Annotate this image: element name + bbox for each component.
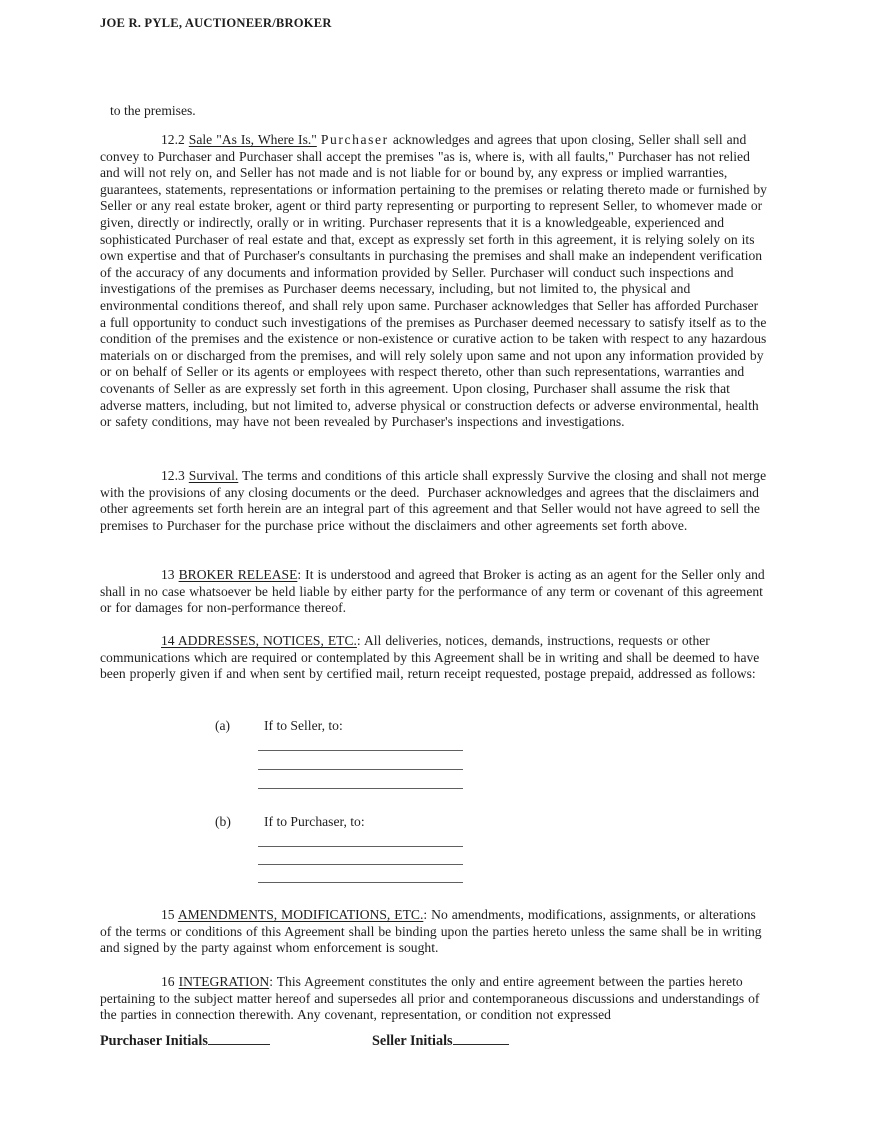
purchaser-address-blank-line-3 [258,882,463,883]
address-item-b-text: If to Purchaser, to: [264,814,365,829]
section-16-body: : This Agreement constitutes the only and entire agreement between the parties hereto pertaining to the subject matter hereof and supersedes all prior and contemporaneous discussions and understandings of the parties in connection therewith. Any covenant, representation, or condition not expressed [100,974,760,1023]
section-13-body: : It is understood and agreed that Broker is acting as an agent for the Seller only and shall in no case whatsoever be held liable by either party for the performance of any term or covenant of this agreement or for damages for non-performance thereof. [100,567,765,616]
purchaser-address-blank-line-1 [258,846,463,847]
section-12-2-number: 12.2 [161,132,185,147]
section-16-number: 16 [161,974,175,989]
section-13 [100,567,768,617]
purchaser-initials-label: Purchaser Initials [100,1033,208,1049]
section-16-title: INTEGRATION [178,974,270,989]
seller-initials-field [372,1031,509,1050]
section-12-3-title: Survival. [188,468,239,483]
purchaser-initials-blank-line [208,1031,270,1045]
section-12-3 [100,468,768,534]
section-14 [100,633,768,683]
address-item-a-text: If to Seller, to: [264,718,343,733]
section-13-title: BROKER RELEASE [178,567,298,582]
seller-initials-blank-line [453,1031,509,1045]
address-item-b-label: (b) [215,814,231,829]
carryover-text: to the premises. [110,103,196,118]
section-12-2-body: acknowledges and agrees that upon closing, Seller shall sell and convey to Purchaser and Purchaser shall accept the premises "as is, where is, with all faults," Purchaser has not relied and will not rely on, and Seller has not made and is not liable for or bound by, any express or implied warranties, guarantees, statements, representations or information pertaining to the premises or relating thereto made or furnished by Seller or any real estate broker, agent or third party representing or purporting to represent Seller, to whomever made or given, directly or indirectly, orally or in writing. Purchaser represents that it is a knowledgeable, experienced and sophisticated Purchaser of real estate and that, except as expressly set forth in this agreement, it is relying solely on its own expertise and that of Purchaser's consultants in purchasing the premises and shall make an independent verification of the accuracy of any documents and information provided by Seller. Purchaser will conduct such inspections and investigations of the premises as Purchaser deems necessary, including, but not limited to, the physical and environmental conditions thereof, and shall rely upon same. Purchaser acknowledges that Seller has afforded Purchaser a full opportunity to conduct such investigations of the premises as Purchaser deemed necessary to satisfy itself as to the condition of the premises and the existence or non-existence or curative action to be taken with respect to any hazardous materials on or discharged from the premises, and will rely solely upon same and not upon any information provided by or on behalf of Seller or its agents or employees with respect thereto, other than such representations, warranties and covenants of Seller as are expressly set forth in this agreement. Upon closing, Purchaser shall assume the risk that adverse matters, including, but not limited to, adverse physical or construction defects or adverse environmental, health or safety conditions, may have not been revealed by Purchaser's inspections and investigations. [100,132,767,430]
purchaser-initials-field [100,1031,270,1050]
section-15-number: 15 [161,907,175,922]
seller-address-blank-line-1 [258,750,463,751]
section-14-body: : All deliveries, notices, demands, instructions, requests or other communications which are required or contemplated by this Agreement shall be in writing and shall be deemed to have been properly given if and when sent by certified mail, return receipt requested, postage prepaid, addressed as follows: [100,633,760,682]
section-14-title: 14 ADDRESSES, NOTICES, ETC. [161,633,357,648]
section-13-number: 13 [161,567,175,582]
section-12-2 [100,132,768,431]
section-15 [100,907,768,957]
seller-address-blank-line-2 [258,769,463,770]
seller-initials-label: Seller Initials [372,1033,453,1049]
section-12-3-number: 12.3 [161,468,185,483]
section-15-body: : No amendments, modifications, assignments, or alterations of the terms or conditions of this Agreement shall be binding upon the parties hereto unless the same shall be in writing and signed by the party against whom enforcement is sought. [100,907,762,956]
section-12-2-title: Sale "As Is, Where Is." [188,132,317,147]
page-header-title: JOE R. PYLE, AUCTIONEER/BROKER [100,16,332,30]
purchaser-address-blank-line-2 [258,864,463,865]
address-item-a-label: (a) [215,718,231,733]
section-12-3-body: The terms and conditions of this article shall expressly Survive the closing and shall not merge with the provisions of any closing documents or the deed. Purchaser acknowledges and agrees that the disclaimers and other agreements set forth herein are an integral part of this agreement and that Seller would not have agreed to sell the premises to Purchaser for the purchase price without the disclaimers and other agreements set forth above. [100,468,767,533]
section-15-title: AMENDMENTS, MODIFICATIONS, ETC. [177,907,424,922]
seller-address-blank-line-3 [258,788,463,789]
section-12-2-spaced-word: Purchaser [320,132,389,147]
section-16 [100,974,768,1024]
